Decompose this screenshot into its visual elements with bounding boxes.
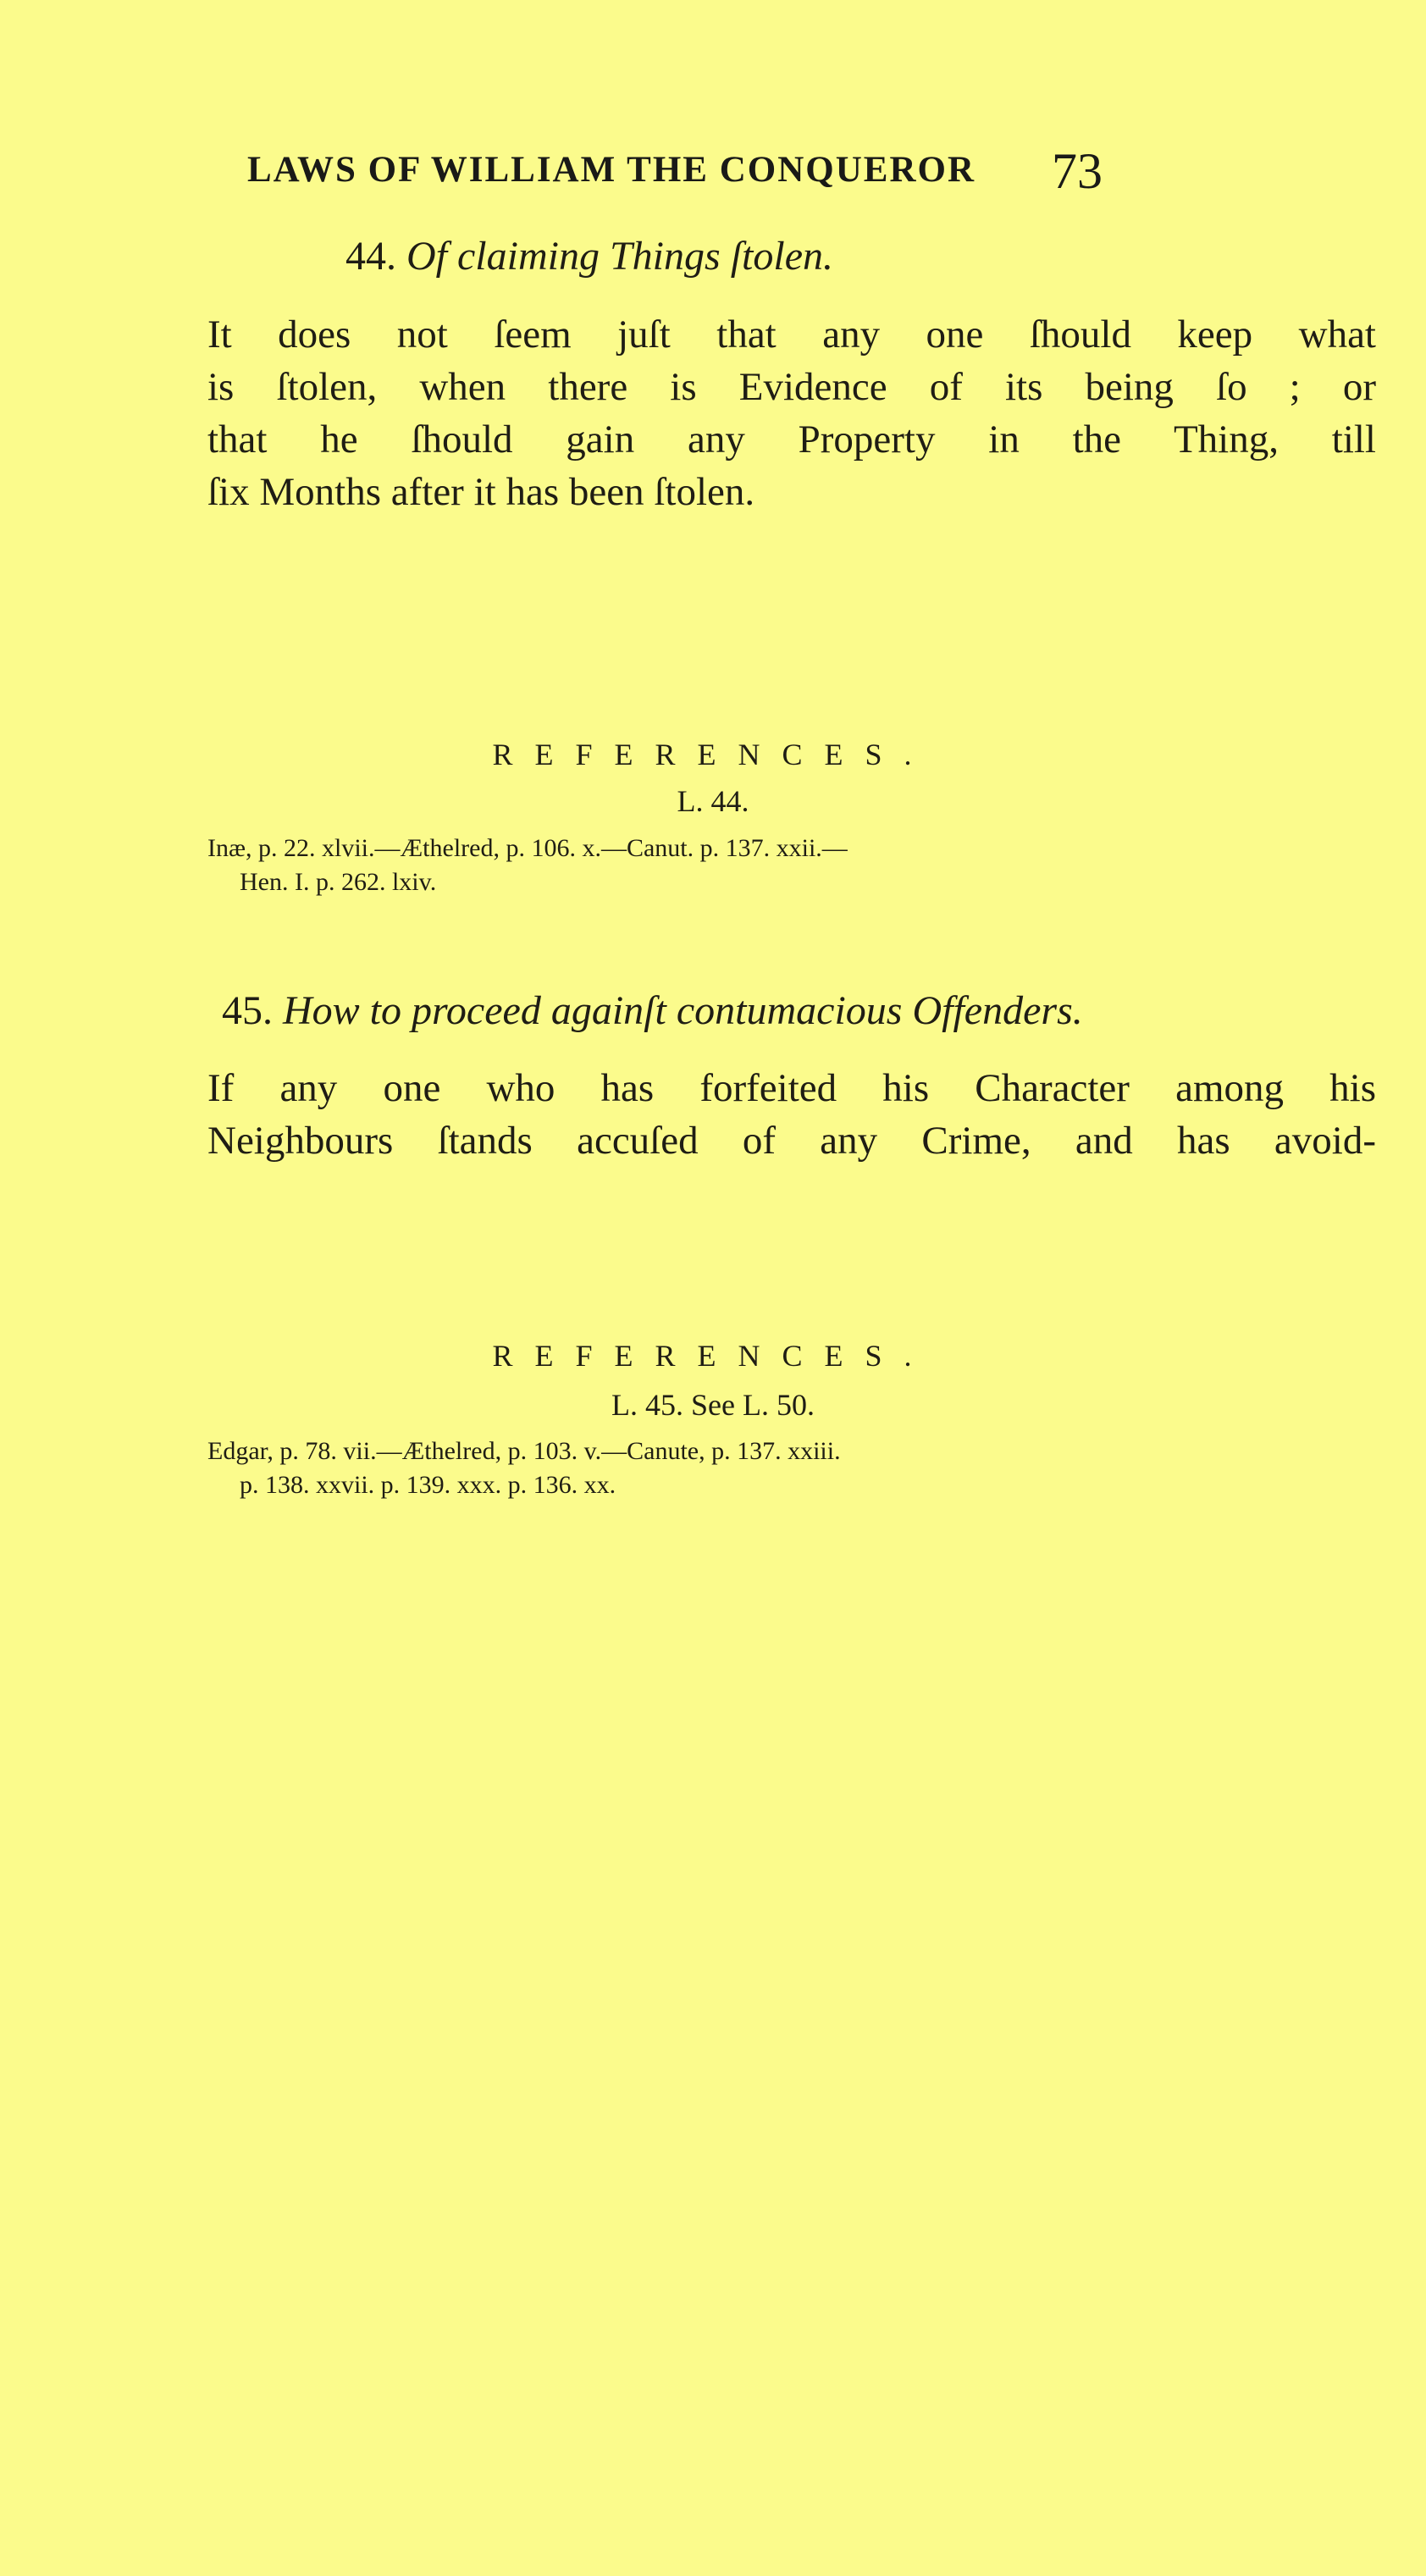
- body-line: that he ſhould gain any Property in the Thing, till: [207, 417, 1376, 462]
- section-title: How to proceed againſt contumacious Offenders.: [283, 988, 1083, 1033]
- running-title: LAWS OF WILLIAM THE CONQUEROR: [247, 150, 976, 190]
- section-45-heading: [222, 987, 1083, 1034]
- reference-line: Hen. I. p. 262. lxiv.: [240, 868, 437, 896]
- references-text: [207, 832, 1376, 899]
- references-heading: REFERENCES.: [492, 738, 934, 771]
- references-text: [207, 1434, 1376, 1502]
- body-line: If any one who has forfeited his Character among his: [207, 1066, 1376, 1110]
- references-label: L. 44.: [677, 784, 749, 818]
- reference-line: Inæ, p. 22. xlvii.—Æthelred, p. 106. x.—Canut. p. 137. xxii.—: [207, 834, 848, 862]
- section-45-body: [207, 1062, 1376, 1167]
- body-line: ſix Months after it has been ſtolen.: [207, 470, 755, 514]
- body-line: It does not ſeem juſt that any one ſhould keep what: [207, 312, 1376, 357]
- reference-line: Edgar, p. 78. vii.—Æthelred, p. 103. v.—Canute, p. 137. xxiii.: [207, 1437, 841, 1465]
- section-number: 44.: [345, 234, 396, 279]
- body-line: Neighbours ſtands accuſed of any Crime, and has avoid-: [207, 1119, 1376, 1163]
- section-44-heading: [345, 233, 833, 279]
- references-label: L. 45. See L. 50.: [611, 1388, 815, 1422]
- page-number: 73: [1052, 143, 1103, 199]
- section-number: 45.: [222, 988, 273, 1033]
- body-line: is ſtolen, when there is Evidence of its being ſo ; or: [207, 365, 1376, 409]
- section-title: Of claiming Things ſtolen.: [406, 234, 833, 279]
- running-head: [247, 142, 1103, 210]
- reference-line: p. 138. xxvii. p. 139. xxx. p. 136. xx.: [240, 1471, 616, 1499]
- references-heading: REFERENCES.: [492, 1339, 934, 1373]
- section-44-body: [207, 308, 1376, 518]
